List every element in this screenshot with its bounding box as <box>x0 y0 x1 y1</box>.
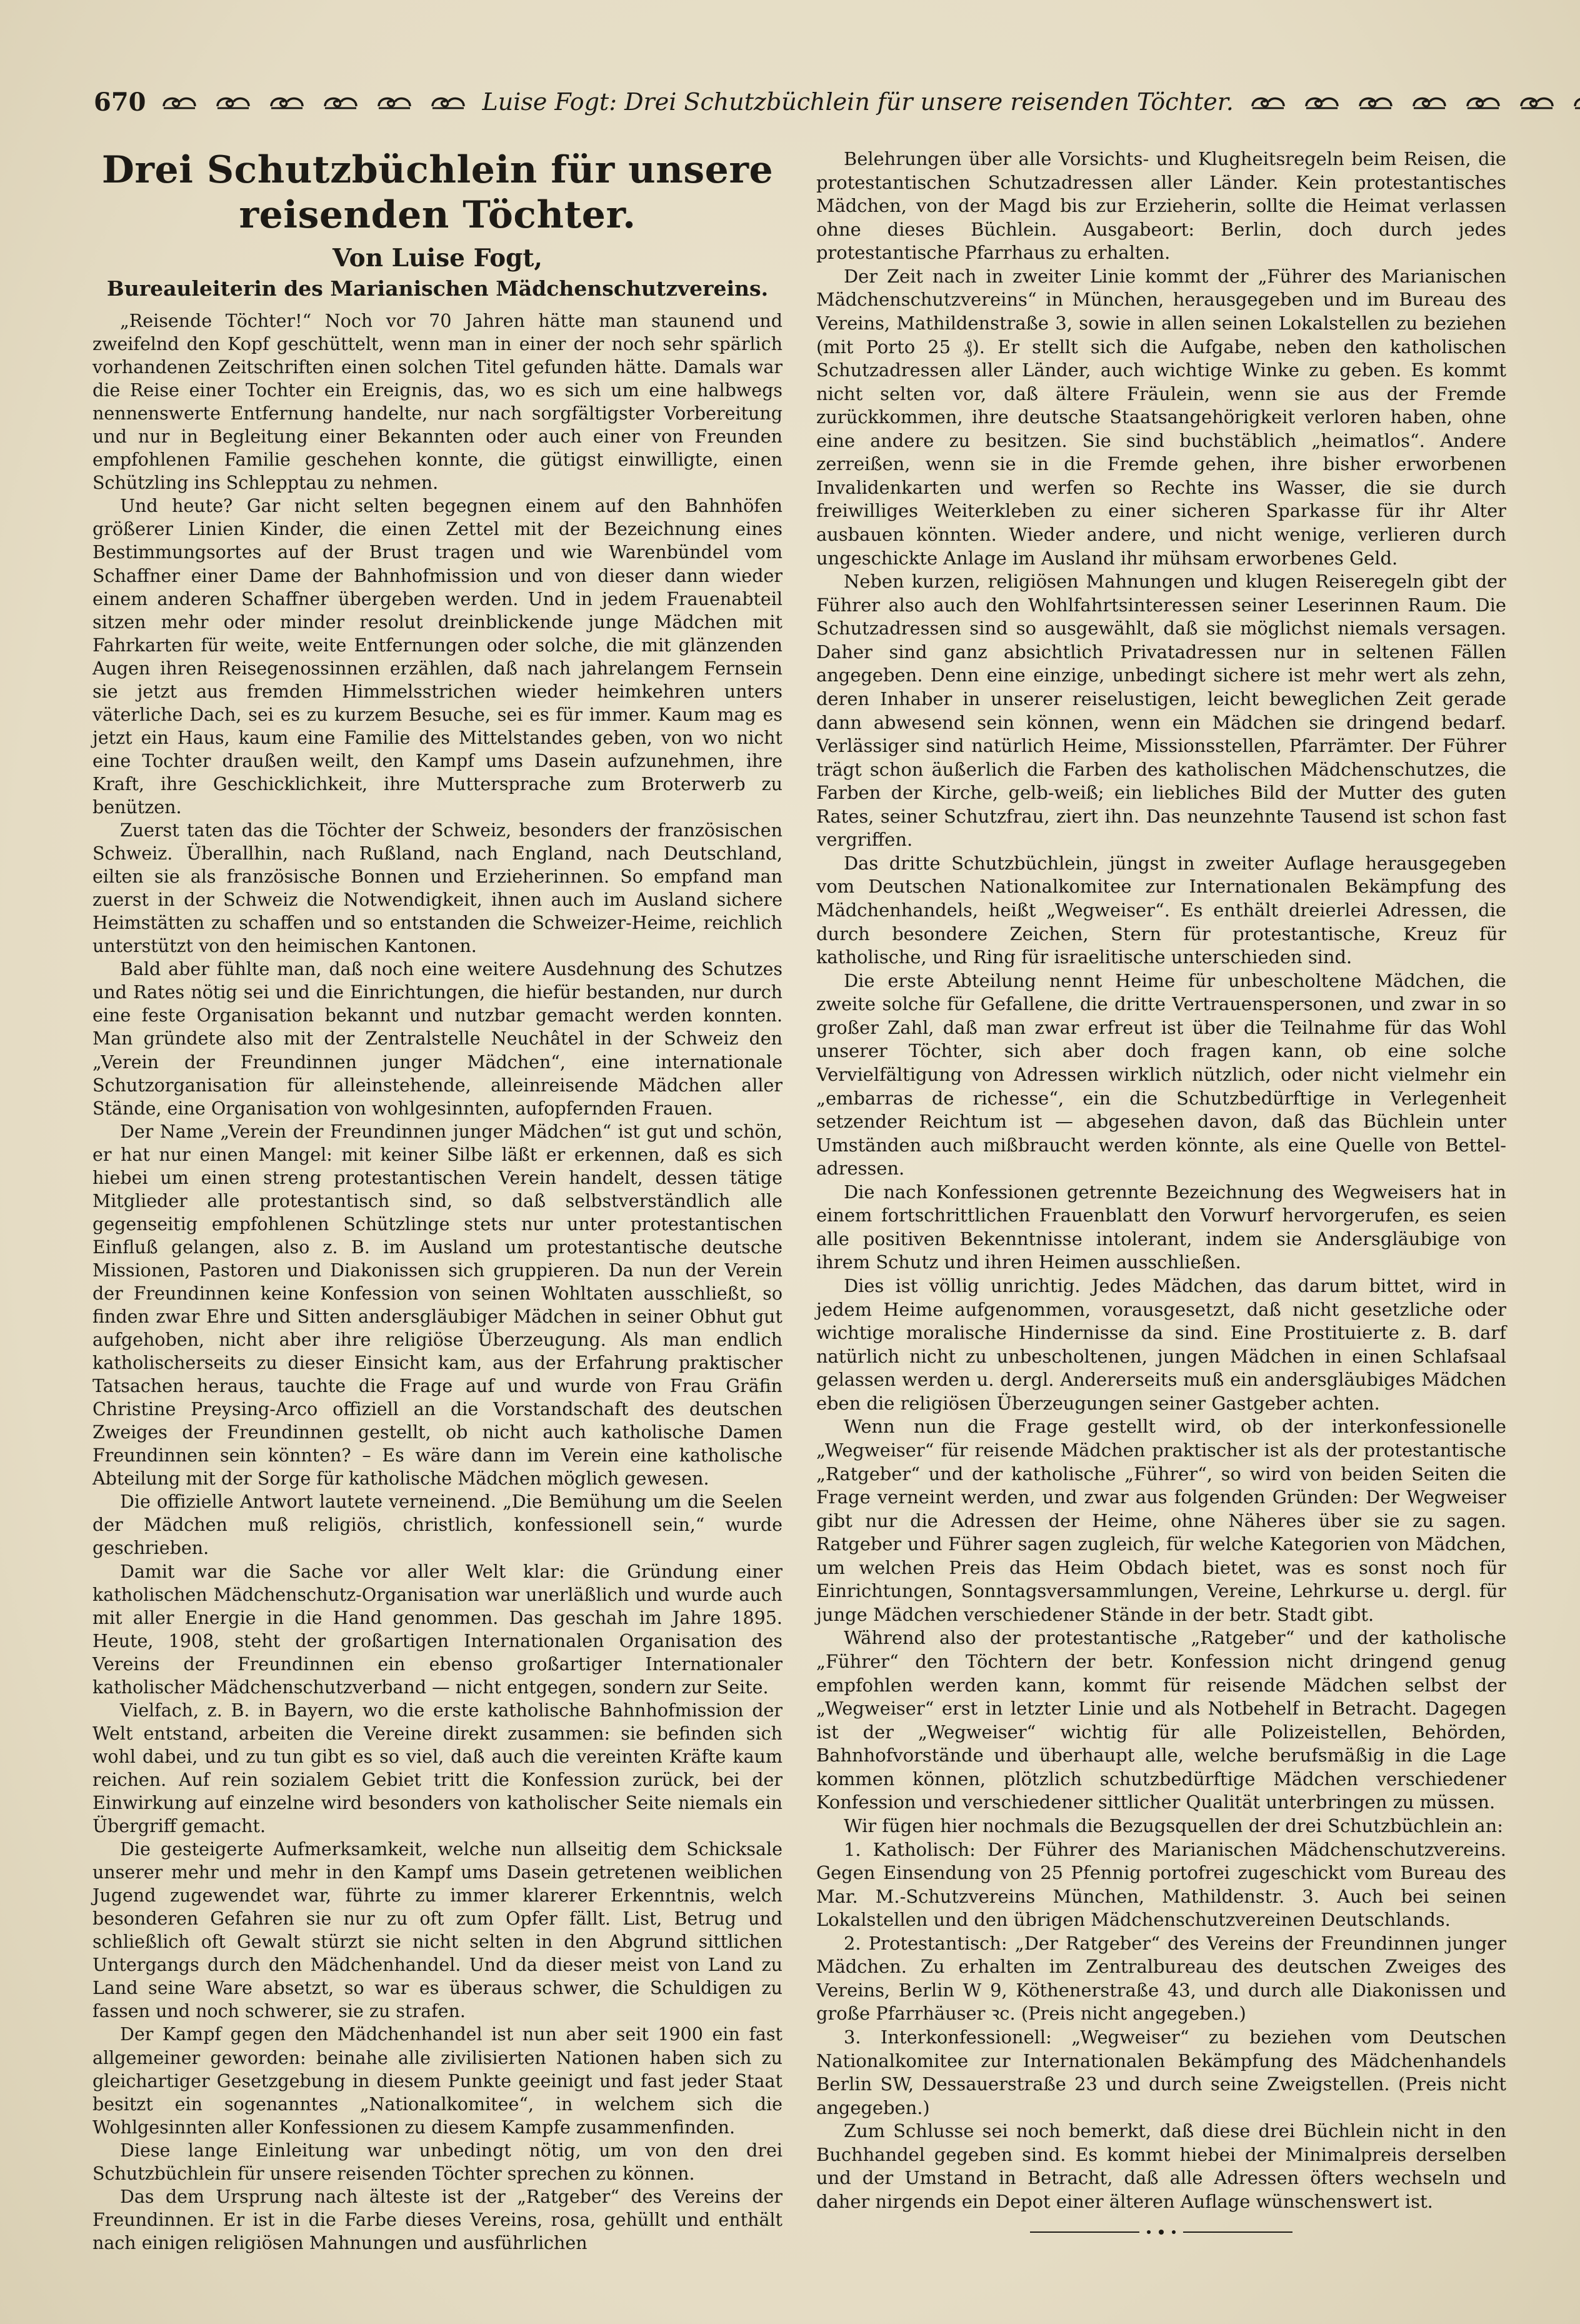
body-paragraph: Das dem Ursprung nach älteste ist der „Ratgeber“ des Vereins der Freundinnen. Er ist in die Farbe dieses Vereins, rosa, gehüllt und enthält nach einigen religiösen Mahnungen und ausführlichen <box>92 2186 782 2253</box>
body-paragraph: Vielfach, z. B. in Bayern, wo die erste katholische Bahnhofmission der Welt entstand, arbeiten die Vereine direkt zusammen: sie befinden sich wohl dabei, und zu tun gibt es so viel, daß auch die vereinten Kräfte kaum reichen. Auf rein sozialem Gebiet tritt die Konfession zurück, bei der Einwirkung auf einzelne wird besonders von katholischer Seite niemals ein Übergriff gemacht. <box>92 1700 782 1837</box>
body-paragraph: Die gesteigerte Aufmerksamkeit, welche nun allseitig dem Schicksale unserer mehr und mehr in den Kampf ums Dasein getretenen weiblichen Jugend zugewendet war, führte zu immer klarerer Erkenntnis, welch besonderen Gefahren sie nur zu oft zum Opfer fällt. List, Betrug und schließlich oft Gewalt stürzt sie nicht selten in den Abgrund sittlichen Untergangs durch den Mädchenhandel. Und da dieser meist von Land zu Land seine Ware absetzt, so war es überaus schwer, die Schuldigen zu fassen und noch schwerer, sie zu strafen. <box>92 1839 782 2022</box>
left-column <box>92 148 782 2255</box>
header-ornaments-right <box>1250 93 1580 111</box>
ornamental-rule-icon <box>1030 2228 1292 2236</box>
body-paragraph: Die nach Konfessionen getrennte Bezeichnung des Wegweisers hat in einem fortschrittlichen Frauenblatt den Vorwurf hervorgerufen, es seien alle positiven Bekenntnisse intolerant, indem sie Andersgläubige von ihrem Schutz und ihren Heimen ausschließen. <box>816 1181 1506 1273</box>
scroll-ornament-icon <box>1250 93 1286 111</box>
body-paragraph: Das dritte Schutzbüchlein, jüngst in zweiter Auflage herausgegeben vom Deutschen Nationalkomitee zur Internationalen Bekämpfung des Mädchenhandels, heißt „Wegweiser“. Es enthält dreierlei Adressen, die durch besondere Zeichen, Stern für protestantische, Kreuz für katholische, und Ring für israelitische unterschieden sind. <box>816 852 1506 968</box>
scroll-ornament-icon <box>1358 93 1394 111</box>
body-paragraph: „Reisende Töchter!“ Noch vor 70 Jahren hätte man staunend und zweifelnd den Kopf geschüttelt, wenn man in einer der noch sehr spärlich vorhandenen Zeitschriften einen solchen Titel gefunden hätte. Damals war die Reise einer Tochter ein Ereignis, das, wo es sich um eine halbwegs nennenswerte Entfernung handelte, nur nach sorgfältigster Vorbereitung und nur in Begleitung einer Bekannten oder auch einer von Freunden empfohlenen Familie geschehen konnte, die gütigst einwilligte, einen Schützling ins Schlepptau zu nehmen. <box>92 311 782 494</box>
body-paragraph: Zuerst taten das die Töchter der Schweiz, besonders der französischen Schweiz. Überallhin, nach Rußland, nach England, nach Deutschland, eilten sie als französische Bonnen und Erzieherinnen. So empfand man zuerst in der Schweiz die Notwendigkeit, ihnen auch im Ausland sichere Heimstätten zu schaffen und so entstanden die Schweizer-Heime, reichlich unterstützt von den heimischen Kantonen. <box>92 820 782 957</box>
body-paragraph: Die offizielle Antwort lautete verneinend. „Die Bemühung um die Seelen der Mädchen muß religiös, christlich, konfessionell sein,“ wurde geschrieben. <box>92 1491 782 1559</box>
scroll-ornament-icon <box>1465 93 1501 111</box>
article-byline: Von Luise Fogt, <box>332 244 542 273</box>
body-paragraph: Der Zeit nach in zweiter Linie kommt der „Führer des Marianischen Mädchenschutzvereins“ in München, herausgegeben und im Bureau des Vereins, Mathildenstraße 3, sowie in allen seinen Lokalstellen zu beziehen (mit Porto 25 ₰). Er stellt sich die Aufgabe, neben den katholischen Schutzadressen aller Länder, auch wichtige Winke zu geben. Es kommt nicht selten vor, daß ältere Fräulein, wenn sie aus der Fremde zurückkommen, ihre deutsche Staatsangehörigkeit verloren haben, ohne eine andere zu besitzen. Sie sind buchstäblich „heimatlos“. Andere zerreißen, wenn sie in die Fremde gehen, ihre bisher erworbenen Invalidenkarten und werfen so Rechte ins Wasser, die sie durch freiwilliges Weiterkleben zu einer sicheren Sparkasse für ihr Alter ausbauen könnten. Wieder andere, und nicht wenige, verlieren durch ungeschickte Anlage im Ausland ihr mühsam erworbenes Geld. <box>816 265 1506 569</box>
body-paragraph: 3. Interkonfessionell: „Wegweiser“ zu beziehen vom Deutschen Nationalkomitee zur Internationalen Bekämpfung des Mädchenhandels Berlin SW, Dessauerstraße 23 und durch seine Zweigstellen. (Preis nicht angegeben.) <box>816 2026 1506 2118</box>
right-column-body <box>816 148 1506 2214</box>
scroll-ornament-icon <box>161 93 198 111</box>
body-paragraph: Und heute? Gar nicht selten begegnen einem auf den Bahnhöfen größerer Linien Kinder, die einen Zettel mit der Bezeichnung eines Bestimmungsortes auf der Brust tragen und wie Warenbündel vom Schaffner einer Dame der Bahnhofmission und von dieser dann wieder einem anderen Schaffner übergeben werden. Und in jedem Frauenabteil sitzen mehr oder minder resolut dreinblickende junge Mädchen mit Fahrkarten für weite, weite Entfernungen oder solche, die mit glänzenden Augen ihren Reisegenossinnen erzählen, daß nach jahrelangem Fernsein sie jetzt aus fremden Himmelsstrichen wieder heimkehren unters väterliche Dach, sei es zu kurzem Besuche, sei es für immer. Kaum mag es jetzt ein Haus, kaum eine Familie des Mittelstandes geben, von wo nicht eine Tochter draußen weilt, den Kampf ums Dasein aufzunehmen, ihre Kraft, ihre Geschicklichkeit, ihre Muttersprache zum Broterwerb zu benützen. <box>92 496 782 818</box>
body-paragraph: Der Name „Verein der Freundinnen junger Mädchen“ ist gut und schön, er hat nur einen Mangel: mit keiner Silbe läßt er erkennen, daß es sich hiebei um einen streng protestantischen Verein handelt, dessen tätige Mitglieder alle protestantisch sind, so daß selbstverständlich alle gegenseitig empfohlenen Schützlinge stets nur unter protestantischen Einfluß gelangen, also z. B. im Ausland um protestantische deutsche Missionen, Pastoren und Diakonissen sich gruppieren. Da nun der Verein der Freundinnen keine Konfession von seinen Wohltaten ausschließt, so finden zwar Ehre und Sitten andersgläubiger Mädchen in seiner Obhut gut aufgehoben, nicht aber ihre religiöse Überzeugung. Als man endlich katholischerseits zu dieser Einsicht kam, aus der Erfahrung praktischer Tatsachen heraus, tauchte die Frage auf und wurde von Frau Gräfin Christine Preysing-Arco offiziell an die Vorstandschaft des deutschen Zweiges der Freundinnen gestellt, ob nicht auch katholische Damen Freundinnen sein könnten? – Es wäre dann im Verein eine katholische Abteilung mit der Sorge für katholische Mädchen möglich gewesen. <box>92 1121 782 1490</box>
body-paragraph: 1. Katholisch: Der Führer des Marianischen Mädchenschutzvereins. Gegen Einsendung von 25 Pfennig portofrei zugeschickt vom Bureau des Mar. M.-Schutzvereins München, Mathildenstr. 3. Auch bei seinen Lokalstellen und den übrigen Mädchenschutzvereinen Deutschlands. <box>816 1838 1506 1931</box>
scroll-ornament-icon <box>322 93 359 111</box>
body-paragraph: Zum Schlusse sei noch bemerkt, daß diese drei Büchlein nicht in den Buchhandel gegeben sind. Es kommt hiebei der Minimalpreis derselben und der Umstand in Betracht, daß alle Adressen öfters wechseln und daher nirgends ein Depot einer älteren Auflage wünschenswert ist. <box>816 2120 1506 2212</box>
header-ornaments-left <box>161 93 466 111</box>
body-paragraph: Die erste Abteilung nennt Heime für unbescholtene Mädchen, die zweite solche für Gefallene, die dritte Vertrauenspersonen, und zwar in so großer Zahl, daß man zwar erfreut ist über die Teilnahme für das Wohl unserer Töchter, sich aber doch fragen kann, ob eine solche Vervielfältigung von Adressen wirklich nützlich, oder nicht vielmehr ein „embarras de richesse“, ein die Schutzbedürftige in Verlegenheit setzender Reichtum ist — abgesehen davon, daß das Büchlein unter Umständen auch mißbraucht werden könnte, als eine Quelle von Bettel-adressen. <box>816 969 1506 1180</box>
scroll-ornament-icon <box>376 93 412 111</box>
scroll-ornament-icon <box>430 93 466 111</box>
scroll-ornament-icon <box>1411 93 1448 111</box>
running-title: Luise Fogt: Drei Schutzbüchlein für unsere reisenden Töchter. <box>482 88 1234 116</box>
body-paragraph: Neben kurzen, religiösen Mahnungen und klugen Reiseregeln gibt der Führer also auch den Wohlfahrtsinteressen seiner Leserinnen Raum. Die Schutzadressen sind so ausgewählt, daß sie möglichst niemals versagen. Daher sind ganz absichtlich Privatadressen nur in seltenen Fällen angegeben. Denn eine einzige, unbedingt sichere ist mehr wert als zehn, deren Inhaber in unserer reiselustigen, leicht beweglichen Zeit gerade dann abwesend sein können, wenn ein Mädchen sie dringend bedarf. Verlässiger sind natürlich Heime, Missionsstellen, Pfarrämter. Der Führer trägt schon äußerlich die Farben des katholischen Mädchenschutzes, die Farben der Kirche, gelb-weiß; ein liebliches Bild der Mutter des guten Rates, seiner Schutzfrau, ziert ihn. Das neunzehnte Tausend ist schon fast vergriffen. <box>816 571 1506 851</box>
scroll-ornament-icon <box>1304 93 1340 111</box>
body-paragraph: Dies ist völlig unrichtig. Jedes Mädchen, das darum bittet, wird in jedem Heime aufgenommen, vorausgesetzt, daß nicht gesetzliche oder wichtige moralische Hindernisse da sind. Eine Prostituierte z. B. darf natürlich nicht zu unbescholtenen, jungen Mädchen in einen Schlafsaal gelassen werden u. dergl. Andererseits muß ein andersgläubiges Mädchen eben die religiösen Überzeugungen seiner Gastgeber achten. <box>816 1275 1506 1414</box>
left-column-body <box>92 309 782 2255</box>
article-title: Drei Schutzbüchlein für unsere reisenden Töchter. <box>101 148 774 237</box>
author-affiliation: Bureauleiterin des Marianischen Mädchenschutzvereins. <box>106 276 769 301</box>
running-header <box>94 80 1494 124</box>
body-paragraph: Wir fügen hier nochmals die Bezugsquellen der drei Schutzbüchlein an: <box>844 1815 1504 1836</box>
body-paragraph: Der Kampf gegen den Mädchenhandel ist nun aber seit 1900 ein fast allgemeiner geworden: beinahe alle zivilisierten Nationen haben sich zu gleichartiger Gesetzgebung in diesem Punkte geeinigt und fast jeder Staat besitzt ein sogenanntes „Nationalkomitee“, in welchem sich die Wohlgesinnten aller Konfessionen zu diesem Kampfe zusammenfinden. <box>92 2024 782 2138</box>
body-paragraph: Bald aber fühlte man, daß noch eine weitere Ausdehnung des Schutzes und Rates nötig sei und die Einrichtungen, die hiefür bestanden, nur durch eine feste Organisation bekannt und nutzbar gemacht werden konnten. Man gründete also mit der Zentralstelle Neuchâtel in der Schweiz den „Verein der Freundinnen junger Mädchen“, eine internationale Schutzorganisation für alleinstehende, alleinreisende Mädchen aller Stände, eine Organisation von wohlgesinnten, aufopfernden Frauen. <box>92 959 782 1119</box>
scroll-ornament-icon <box>215 93 251 111</box>
page-number: 670 <box>94 87 146 117</box>
body-paragraph: Belehrungen über alle Vorsichts- und Klugheitsregeln beim Reisen, die protestantischen Schutzadressen aller Länder. Kein protestantisches Mädchen, von der Magd bis zur Erzieherin, sollte die Heimat verlassen ohne dieses Büchlein. Ausgabeort: Berlin, doch durch jedes protestantische Pfarrhaus zu erhalten. <box>816 148 1506 264</box>
right-column <box>816 148 1506 2236</box>
scroll-ornament-icon <box>1572 93 1580 111</box>
body-paragraph: Während also der protestantische „Ratgeber“ und der katholische „Führer“ den Töchtern der betr. Konfession nicht dringend genug empfohlen werden kann, kommt für reisende Mädchen selbst der „Wegweiser“ erst in letzter Linie und als Notbehelf in Betracht. Dagegen ist der „Wegweiser“ wichtig für alle Polizeistellen, Behörden, Bahnhofvorstände und überhaupt alle, welche berufsmäßig in die Lage kommen können, plötzlich schutzbedürftige Mädchen verschiedener Konfession und verschiedener sittlicher Qualität unterbringen zu müssen. <box>816 1627 1506 1813</box>
body-paragraph: Diese lange Einleitung war unbedingt nötig, um von den drei Schutzbüchlein für unsere reisenden Töchter sprechen zu können. <box>92 2140 782 2184</box>
body-paragraph: Wenn nun die Frage gestellt wird, ob der interkonfessionelle „Wegweiser“ für reisende Mädchen praktischer ist als der protestantische „Ratgeber“ und der katholische „Führer“, so wird von beiden Seiten die Frage verneint werden, und zwar aus folgenden Gründen: Der Wegweiser gibt nur die Adressen der Heime, ohne Näheres über sie zu sagen. Ratgeber und Führer sagen zugleich, für welche Kategorien von Mädchen, um welchen Preis das Heim Obdach bietet, was es sonst noch für Einrichtungen, Sonntagsversammlungen, Vereine, Lehrkurse u. dergl. für junge Mädchen verschiedener Stände in der betr. Stadt gibt. <box>816 1416 1506 1625</box>
end-divider <box>1030 2228 1292 2236</box>
body-paragraph: Damit war die Sache vor aller Welt klar: die Gründung einer katholischen Mädchenschutz-Organisation war unerläßlich und wurde auch mit aller Energie in die Hand genommen. Das geschah im Jahre 1895. Heute, 1908, steht der großartigen Internationalen Organisation des Vereins der Freundinnen ein ebenso großartiger Internationaler katholischer Mädchenschutzverband — nicht entgegen, sondern zur Seite. <box>92 1561 782 1698</box>
scroll-ornament-icon <box>1519 93 1555 111</box>
scroll-ornament-icon <box>269 93 305 111</box>
body-paragraph: 2. Protestantisch: „Der Ratgeber“ des Vereins der Freundinnen junger Mädchen. Zu erhalten im Zentralbureau des deutschen Zweiges des Vereins, Berlin W 9, Köthenerstraße 43, und durch alle Diakonissen und große Pfarrhäuser ꝛc. (Preis nicht angegeben.) <box>816 1932 1506 2025</box>
